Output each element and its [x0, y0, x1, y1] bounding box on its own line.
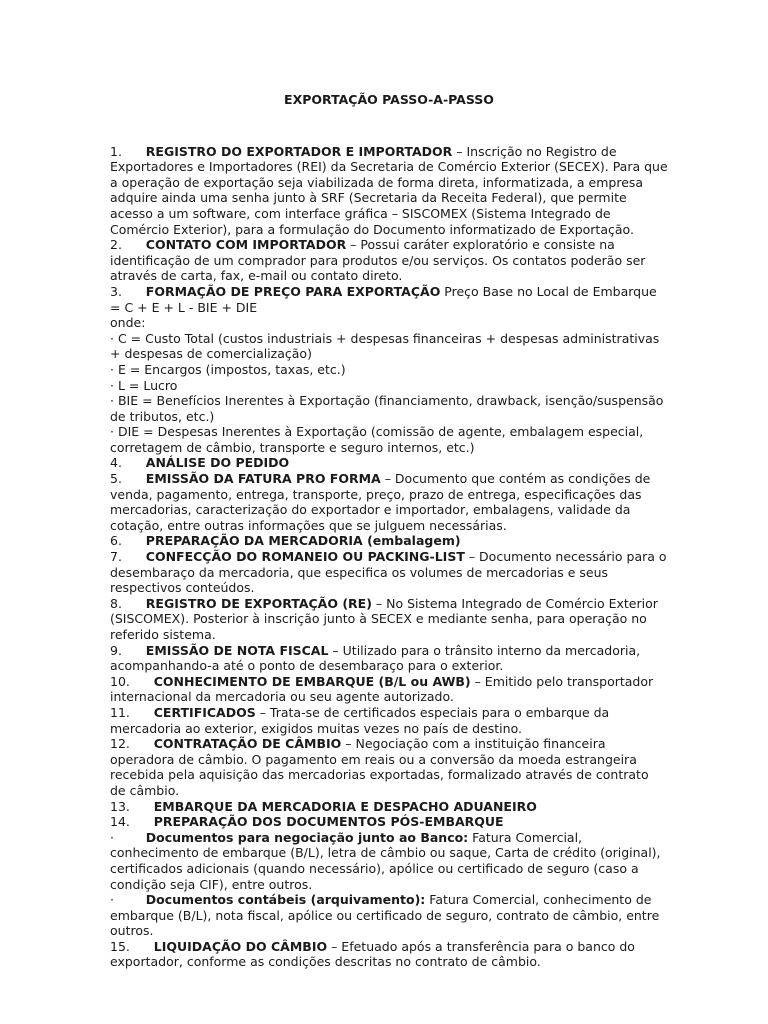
formula-line: · L = Lucro	[110, 377, 178, 393]
list-item: 13. EMBARQUE DA MERCADORIA E DESPACHO ADUANEIRO	[110, 798, 537, 814]
list-item: 4. ANÁLISE DO PEDIDO	[110, 455, 290, 471]
bullet-item: · Documentos para negociação junto ao Banco: Fatura Comercial, conhecimento de embarque (B/L), letra de câmbio ou saque, Carta de crédito (original), certificados adicionais (quando necessário), apólice ou certificado de seguro (caso a condição seja CIF), entre outros.	[110, 829, 665, 892]
list-item: 12. CONTRATAÇÃO DE CÂMBIO – Negociação com a instituição financeira operadora de câmbio. O pagamento em reais ou a conversão da moeda estrangeira recebida pela aquisição das mercadorias exportadas, formalizado através de contrato de câmbio.	[110, 736, 653, 798]
bullet-item: · Documentos contábeis (arquivamento): Fatura Comercial, conhecimento de embarque (B/L), nota fiscal, apólice ou certificado de seguro, contrato de câmbio, entre outros.	[110, 892, 664, 939]
list-item: 11. CERTIFICADOS – Trata-se de certificados especiais para o embarque da mercadoria ao exterior, exigidos muitas vezes no país de destino.	[110, 704, 614, 736]
formula-line: · BIE = Benefícios Inerentes à Exportação (financiamento, drawback, isenção/suspensão de tributos, etc.)	[110, 393, 664, 424]
list-item: 6. PREPARAÇÃO DA MERCADORIA (embalagem)	[110, 533, 461, 549]
items-block-2	[110, 455, 671, 830]
formula-line: · C = Custo Total (custos industriais + despesas financeiras + despesas administrativas + despesas de comercialização)	[110, 330, 660, 362]
list-item: 3. FORMAÇÃO DE PREÇO PARA EXPORTAÇÃO Preço Base no Local de Embarque = C + E + L - BIE + DIE	[110, 283, 661, 315]
list-item: 10. CONHECIMENTO DE EMBARQUE (B/L ou AWB) – Emitido pelo transportador internacional da mercadoria ou seu agente autorizado.	[110, 673, 658, 705]
bullets-block	[110, 830, 668, 939]
list-item: 15. LIQUIDAÇÃO DO CÂMBIO – Efetuado após a transferência para o banco do exportador, conforme as condições descritas no contrato de câmbio.	[110, 938, 639, 970]
formula-definitions	[110, 315, 668, 455]
document-title: EXPORTAÇÃO PASSO-A-PASSO	[284, 92, 494, 107]
list-item: 5. EMISSÃO DA FATURA PRO FORMA – Documento que contém as condições de venda, pagamento, entrega, transporte, preço, prazo de entrega, especificações das mercadorias, caracterização do exportador e importador, embalagens, validade da cotação, entre outras informações que se julguem necessárias.	[110, 471, 655, 533]
formula-line: · DIE = Despesas Inerentes à Exportação (comissão de agente, embalagem especial, corretagem de câmbio, transporte e seguro internos, etc.)	[110, 424, 644, 455]
formula-line: onde:	[110, 315, 146, 331]
items-block-3	[110, 939, 668, 970]
list-item: 9. EMISSÃO DE NOTA FISCAL – Utilizado para o trânsito interno da mercadoria, acompanhando-a até o ponto de desembaraço para o exterior.	[110, 642, 645, 674]
formula-line: · E = Encargos (impostos, taxas, etc.)	[110, 361, 346, 377]
list-item: 7. CONFECÇÃO DO ROMANEIO OU PACKING-LIST – Documento necessário para o desembaraço da mercadoria, que especifica os volumes de mercadorias e seus respectivos conteúdos.	[110, 549, 671, 596]
list-item: 14. PREPARAÇÃO DOS DOCUMENTOS PÓS-EMBARQUE	[110, 814, 504, 830]
list-item: 1. REGISTRO DO EXPORTADOR E IMPORTADOR – Inscrição no Registro de Exportadores e Importadores (REI) da Secretaria de Comércio Exterior (SECEX). Para que a operação de exportação seja viabilizada de forma direta, informatizada, a empresa adquire ainda uma senha junto à SRF (Secretaria da Receita Federal), que permite acesso a um software, com interface gráfica – SISCOMEX (Sistema Integrado de Comércio Exterior), para a formulação do Documento informatizado de Exportação.	[110, 143, 672, 237]
list-item: 8. REGISTRO DE EXPORTAÇÃO (RE) – No Sistema Integrado de Comércio Exterior (SISCOMEX). Posterior à inscrição junto à SECEX e mediante senha, para operação no referido sistema.	[110, 595, 662, 642]
items-block-1	[110, 143, 672, 316]
list-item: 2. CONTATO COM IMPORTADOR – Possui caráter exploratório e consiste na identificação de um comprador para produtos e/ou serviços. Os contatos poderão ser através de carta, fax, e-mail ou contato direto.	[110, 237, 650, 284]
